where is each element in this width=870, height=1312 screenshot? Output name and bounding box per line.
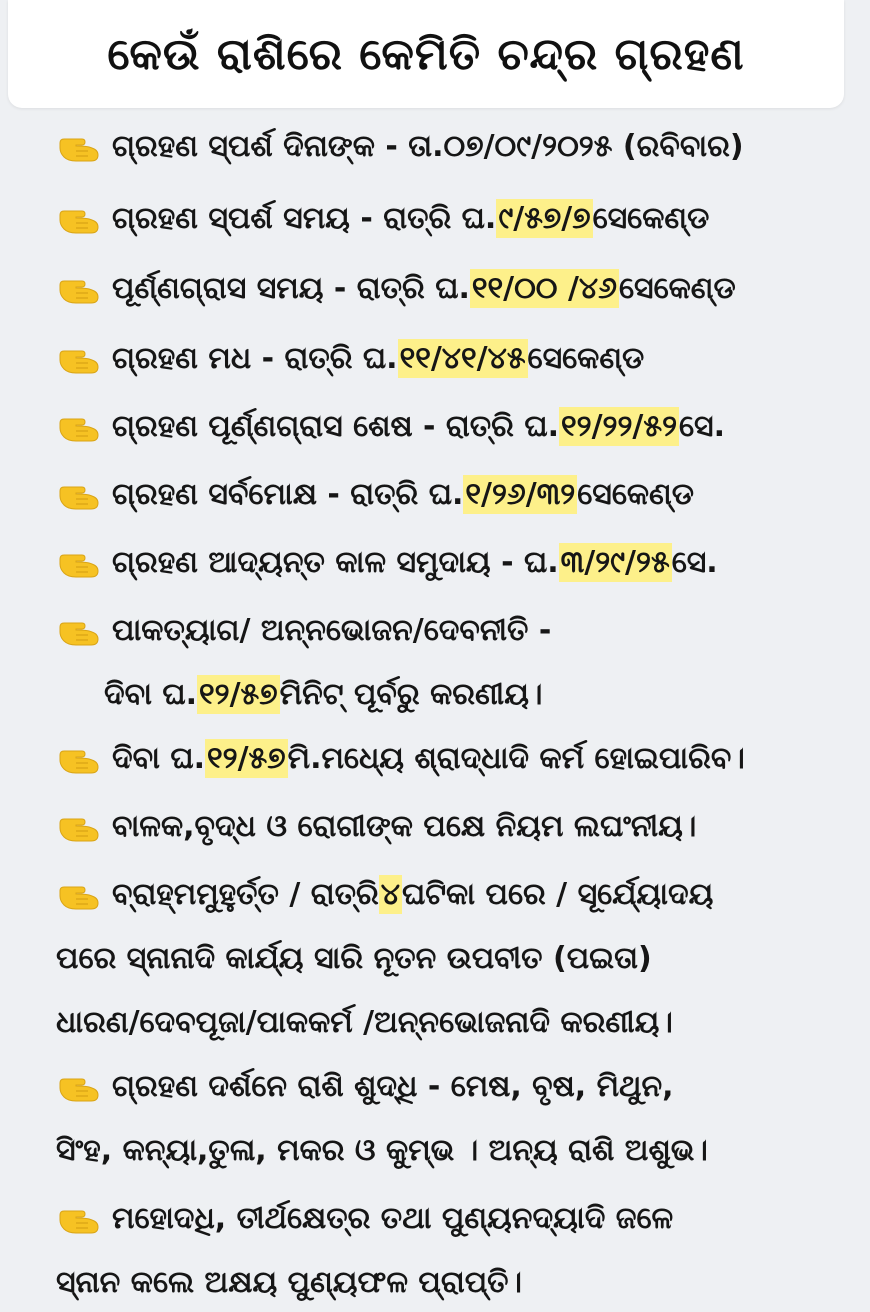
info-line	[58, 796, 696, 856]
info-line	[58, 258, 736, 318]
info-line	[58, 396, 725, 456]
pointing-hand-icon	[58, 268, 102, 308]
pointing-hand-icon	[58, 474, 102, 514]
line-text: ଗ୍ରହଣ ଦର୍ଶନେ ରାଶି ଶୁଦ୍ଧି - ମେଷ, ବୃଷ, ମିଥୁନ,	[112, 1068, 674, 1104]
line-text: ମହୋଦଧି, ତୀର୍ଥକ୍ଷେତ୍ର ତଥା ପୁଣ୍ୟନଦ୍ୟାଦି ଜଳେ	[112, 1200, 674, 1236]
info-line	[56, 1120, 708, 1180]
pointing-hand-icon	[58, 1066, 102, 1106]
line-text: ପରେ ସ୍ନାନାଦି କାର୍ଯ୍ୟ ସାରି ନୂତନ ଉପବୀତ (ପଇତା)	[56, 940, 652, 976]
info-line	[58, 328, 644, 388]
pointing-hand-icon	[58, 126, 102, 166]
info-line	[58, 1188, 673, 1248]
line-text: ଘଟିକା ପରେ / ସୂର୍ଯ୍ୟୋଦୟ	[402, 876, 714, 912]
pointing-hand-icon	[58, 738, 102, 778]
line-text: ପୂର୍ଣ୍ଣଗ୍ରାସ ସମୟ - ରାତ୍ରି ଘ.	[112, 270, 470, 306]
info-line	[58, 116, 744, 176]
line-text: ଗ୍ରହଣ ସ୍ପର୍ଶ ସମୟ - ରାତ୍ରି ଘ.	[112, 200, 497, 236]
info-line	[58, 188, 709, 248]
line-text: ସେ.	[679, 408, 726, 444]
highlighted-time: ୧/୨୬/୩୨	[465, 476, 576, 512]
pointing-hand-icon	[58, 806, 102, 846]
info-line	[104, 664, 542, 724]
info-line	[58, 864, 713, 924]
line-text: ସେକେଣ୍ଡ	[527, 340, 645, 376]
line-text: ବାଳକ,ବୃଦ୍ଧ ଓ ରୋଗୀଙ୍କ ପକ୍ଷେ ନିୟମ ଲଘଂନୀୟ।	[112, 808, 697, 844]
line-text: ସ୍ନାନ କଲେ ଅକ୍ଷୟ ପୁଣ୍ୟଫଳ ପ୍ରାପ୍ତି।	[56, 1264, 523, 1300]
line-text: ଦିବା ଘ.	[112, 740, 206, 776]
highlighted-time: ୯/୫୭/୭	[498, 200, 591, 236]
highlighted-time: ୪	[380, 876, 401, 912]
line-text: ମି.ମଧ୍ୟେ ଶ୍ରାଦ୍ଧାଦି କର୍ମ ହୋଇପାରିବ।	[287, 740, 745, 776]
highlighted-time: ୧୨/୫୭	[207, 740, 286, 776]
pointing-hand-icon	[58, 406, 102, 446]
line-text: ସେ.	[671, 544, 718, 580]
pointing-hand-icon	[58, 874, 102, 914]
info-line	[58, 728, 745, 788]
line-text: ସିଂହ, କନ୍ୟା,ତୁଳା, ମକର ଓ କୁମ୍ଭ । ଅନ୍ୟ ରାଶି ଅଶୁଭ।	[56, 1132, 708, 1168]
info-line	[58, 600, 551, 660]
highlighted-time: ୧୨/୫୭	[199, 676, 278, 712]
highlighted-time: ୧୨/୨୨/୫୨	[561, 408, 678, 444]
line-text: ଗ୍ରହଣ ସ୍ପର୍ଶ ଦିନାଙ୍କ - ତା.୦୭/୦୯/୨୦୨୫ (ରବିବାର)	[112, 128, 744, 164]
info-line	[56, 1252, 522, 1312]
line-text: ଗ୍ରହଣ ପୂର୍ଣ୍ଣଗ୍ରାସ ଶେଷ - ରାତ୍ରି ଘ.	[112, 408, 559, 444]
info-line	[58, 1056, 674, 1116]
line-text: ଧାରଣ/ଦେବପୂଜା/ପାକକର୍ମ /ଅନ୍ନଭୋଜନାଦି କରଣୀୟ।	[56, 1004, 673, 1040]
pointing-hand-icon	[58, 542, 102, 582]
pointing-hand-icon	[58, 198, 102, 238]
line-text: ବ୍ରାହ୍ମମୁହୁର୍ତ୍ତ / ରାତ୍ରି	[112, 876, 379, 912]
info-line	[58, 532, 718, 592]
line-text: ମିନିଟ୍ ପୂର୍ବରୁ କରଣୀୟ।	[279, 676, 543, 712]
title-card	[8, 0, 844, 108]
highlighted-time: ୩/୨୯/୨୫	[560, 544, 670, 580]
info-line	[58, 464, 694, 524]
pointing-hand-icon	[58, 338, 102, 378]
highlighted-time: ୧୧/୦୦ /୪୬	[471, 270, 617, 306]
line-text: ସେକେଣ୍ଡ	[592, 200, 710, 236]
line-text: ଗ୍ରହଣ ମଧ - ରାତ୍ରି ଘ.	[112, 340, 398, 376]
line-text: ଗ୍ରହଣ ଆଦ୍ୟନ୍ତ କାଳ ସମୁଦାୟ - ଘ.	[112, 544, 559, 580]
pointing-hand-icon	[58, 1198, 102, 1238]
page-title: କେଉଁ ରାଶିରେ କେମିତି ଚନ୍ଦ୍ର ଗ୍ରହଣ	[107, 28, 745, 80]
line-text: ଗ୍ରହଣ ସର୍ବମୋକ୍ଷ - ରାତ୍ରି ଘ.	[112, 476, 464, 512]
pointing-hand-icon	[58, 610, 102, 650]
info-line	[56, 992, 673, 1052]
info-line	[56, 928, 652, 988]
line-text: ସେକେଣ୍ଡ	[619, 270, 736, 306]
line-text: ପାକତ୍ୟାଗ/ ଅନ୍ନଭୋଜନ/ଦେବନୀତି -	[112, 612, 552, 648]
line-text: ସେକେଣ୍ଡ	[577, 476, 694, 512]
line-text: ଦିବା ଘ.	[104, 676, 198, 712]
highlighted-time: ୧୧/୪୧/୪୫	[399, 340, 526, 376]
